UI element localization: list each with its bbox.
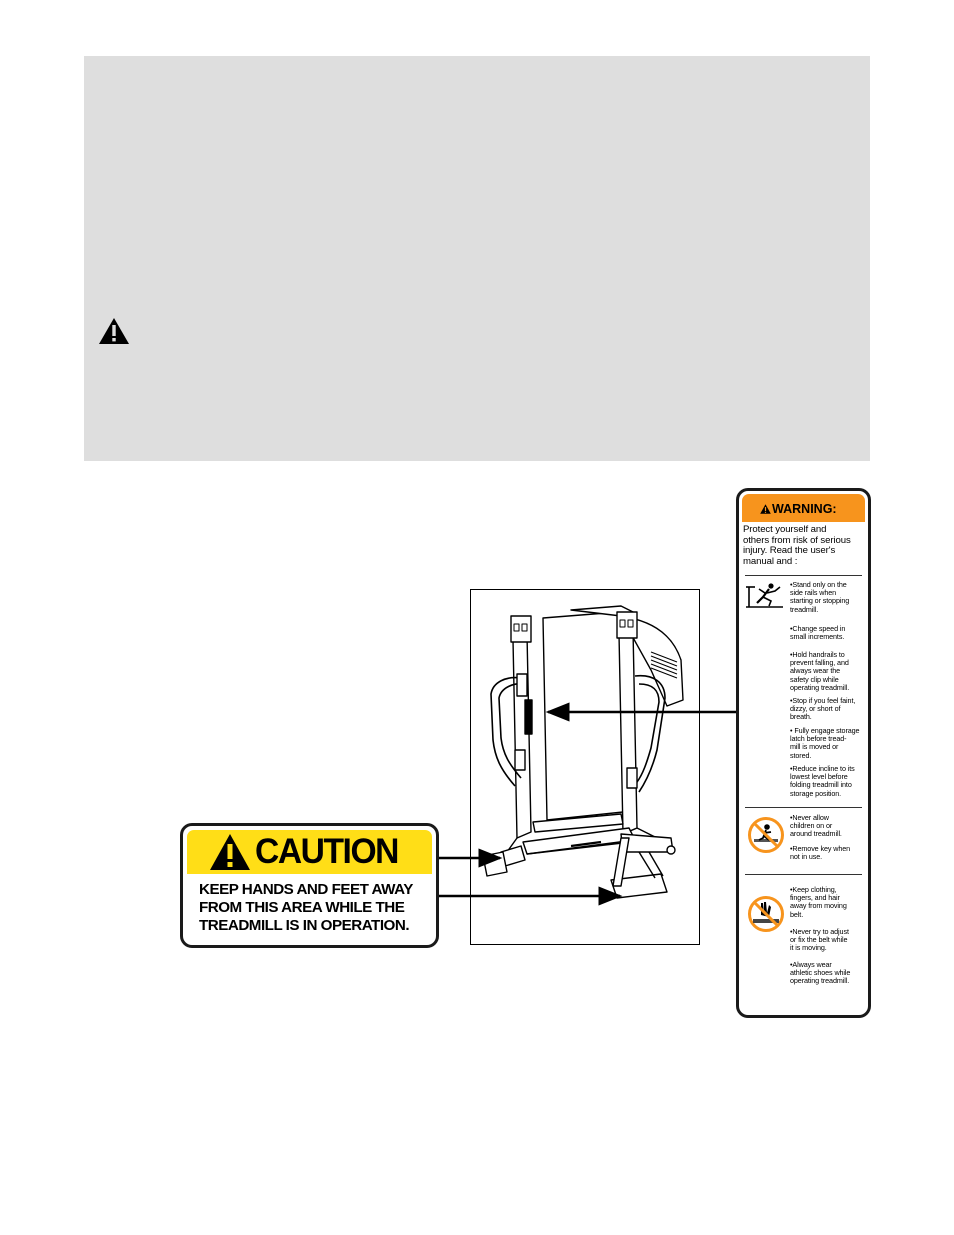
warning-item-line: storage position. <box>790 788 842 798</box>
warning-item-line: mill is moved or <box>790 742 839 752</box>
divider <box>745 807 862 808</box>
warning-item <box>790 961 870 986</box>
warning-item-line: athletic shoes while <box>790 968 851 978</box>
warning-item-line: •Stand only on the <box>790 580 847 589</box>
warning-item-line: •Stop if you feel faint, <box>790 696 856 705</box>
no-children-icon <box>747 816 785 854</box>
warning-item-line: side rails when <box>790 588 837 598</box>
warning-item-line: •Never try to adjust <box>790 927 849 936</box>
warning-item-line: prevent falling, and <box>790 658 849 668</box>
warning-item-line: •Always wear <box>790 960 832 969</box>
intro-line: others from risk of serious <box>743 534 851 546</box>
warning-item-line: dizzy, or short of <box>790 704 841 714</box>
warning-item-line: not in use. <box>790 852 823 862</box>
warning-item-line: •Remove key when <box>790 844 851 853</box>
warning-item-line: away from moving <box>790 901 847 911</box>
warning-item-line: operating treadmill. <box>790 976 850 986</box>
warning-item-line: starting or stopping <box>790 596 850 606</box>
warning-decal <box>736 488 871 1018</box>
warning-item-line: treadmill. <box>790 604 819 614</box>
warning-item <box>790 697 870 722</box>
caution-line: KEEP HANDS AND FEET AWAY <box>199 881 413 898</box>
treadmill-illustration <box>470 589 700 945</box>
warning-item <box>790 625 870 641</box>
warning-item <box>790 581 870 614</box>
warning-item-line: belt. <box>790 909 804 919</box>
warning-item-line: •Keep clothing, <box>790 885 837 894</box>
caution-message <box>199 881 435 935</box>
warning-item-line: stored. <box>790 750 812 760</box>
caution-line: FROM THIS AREA WHILE THE <box>199 899 405 916</box>
caution-title: CAUTION <box>255 832 398 871</box>
warning-item-line: operating treadmill. <box>790 682 850 692</box>
caution-decal <box>180 823 439 948</box>
warning-item-line: around treadmill. <box>790 829 842 839</box>
warning-item-line: lowest level before <box>790 772 848 782</box>
intro-line: Protect yourself and <box>743 524 827 535</box>
warning-item-line: fingers, and hair <box>790 893 840 903</box>
warning-triangle-icon <box>760 504 771 514</box>
warning-item-line: or fix the belt while <box>790 935 848 945</box>
no-hands-belt-icon <box>747 895 785 933</box>
warning-item-line: safety clip while <box>790 674 839 684</box>
warning-title: WARNING: <box>772 502 837 516</box>
intro-line: injury. Read the user's <box>743 545 836 556</box>
warning-item <box>790 845 870 861</box>
warning-notice-panel <box>84 56 870 461</box>
warning-item-line: folding treadmill into <box>790 780 852 790</box>
warning-item-line: always wear the <box>790 666 841 676</box>
warning-intro <box>743 525 868 567</box>
warning-item <box>790 765 870 798</box>
warning-item-line: breath. <box>790 712 812 722</box>
person-falling-icon <box>745 581 785 611</box>
intro-line: manual and : <box>743 555 798 567</box>
warning-item-line: small increments. <box>790 632 845 642</box>
warning-item-line: latch before tread- <box>790 734 847 744</box>
caution-line: TREADMILL IS IN OPERATION. <box>199 917 410 934</box>
warning-header <box>742 494 865 522</box>
warning-item <box>790 886 870 919</box>
warning-triangle-icon <box>98 317 130 345</box>
warning-triangle-icon <box>209 833 251 871</box>
caution-header <box>187 830 432 874</box>
warning-item-line: children on or <box>790 821 833 831</box>
warning-item-line: •Reduce incline to its <box>790 764 855 773</box>
divider <box>745 575 862 576</box>
warning-item <box>790 727 870 760</box>
warning-item-line: •Change speed in <box>790 624 846 633</box>
warning-item <box>790 928 870 953</box>
warning-item-line: •Never allow <box>790 813 829 822</box>
warning-item-line: it is moving. <box>790 943 827 953</box>
divider <box>745 874 862 875</box>
warning-item <box>790 651 870 692</box>
warning-item-line: • Fully engage storage <box>790 726 860 735</box>
warning-item <box>790 814 870 839</box>
warning-item-line: •Hold handrails to <box>790 650 845 659</box>
